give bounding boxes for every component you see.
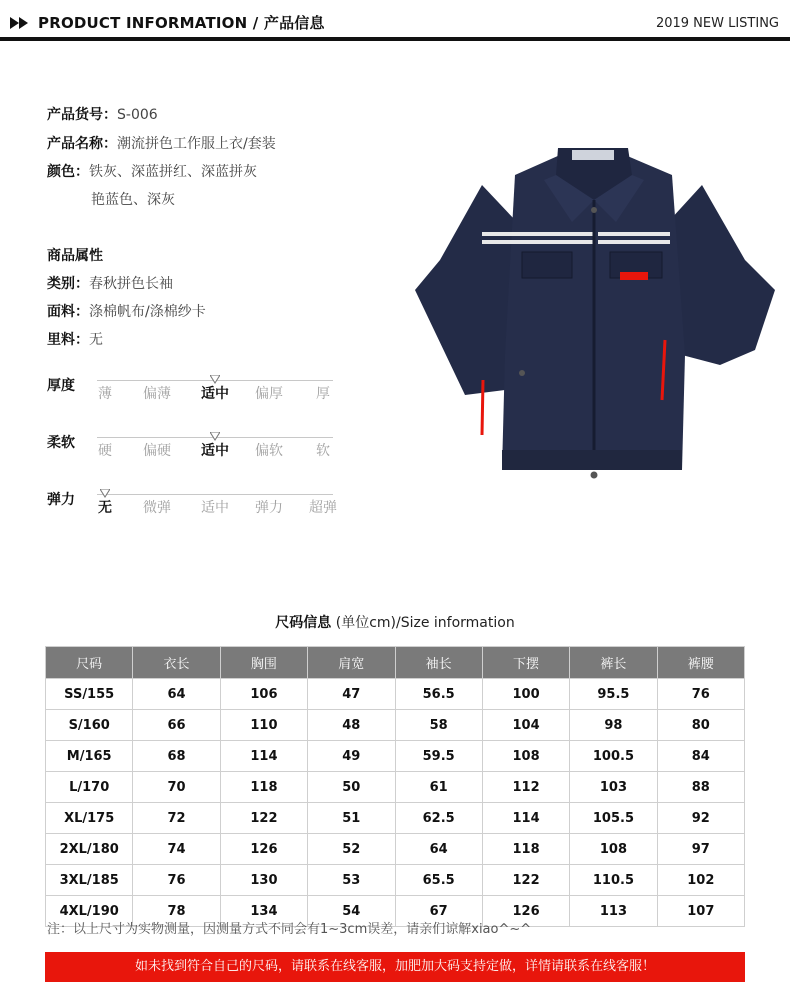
page-header <box>0 0 790 42</box>
page-title: PRODUCT INFORMATION / 产品信息 <box>38 14 325 32</box>
thickness-label: 厚度 <box>47 378 75 394</box>
measurement-note: 注：以上尺寸为实物测量，因测量方式不同会有1~3cm误差，请亲们谅解xiao^~^ <box>47 922 532 937</box>
table-cell: 126 <box>220 834 307 865</box>
table-cell: M/165 <box>46 741 133 772</box>
product-name-value: 潮流拼色工作服上衣/套装 <box>117 136 276 152</box>
fabric-label: 面料： <box>47 304 89 320</box>
size-info-title <box>0 612 790 632</box>
table-cell: 3XL/185 <box>46 865 133 896</box>
table-row <box>46 741 745 772</box>
table-cell: 110.5 <box>570 865 657 896</box>
table-cell: 106 <box>220 679 307 710</box>
elasticity-option: 无 <box>98 500 112 516</box>
table-cell: 67 <box>395 896 482 927</box>
product-code-value: S-006 <box>117 107 158 123</box>
table-row <box>46 834 745 865</box>
softness-option: 适中 <box>201 443 229 459</box>
table-cell: 2XL/180 <box>46 834 133 865</box>
table-cell: 100.5 <box>570 741 657 772</box>
category-label: 类别： <box>47 276 89 292</box>
size-table-header-cell: 胸围 <box>220 647 307 679</box>
size-info-title-bold: 尺码信息 <box>275 615 332 631</box>
table-cell: 118 <box>220 772 307 803</box>
table-cell: 126 <box>482 896 569 927</box>
table-cell: 61 <box>395 772 482 803</box>
softness-option: 偏硬 <box>143 443 171 459</box>
product-colors-line2: 艳蓝色、深灰 <box>91 192 175 208</box>
thickness-option: 偏薄 <box>143 386 171 402</box>
table-cell: 62.5 <box>395 803 482 834</box>
selection-marker-icon <box>210 426 220 445</box>
table-cell: SS/155 <box>46 679 133 710</box>
table-cell: L/170 <box>46 772 133 803</box>
table-cell: 65.5 <box>395 865 482 896</box>
elasticity-label: 弹力 <box>47 492 75 508</box>
size-table <box>45 646 745 927</box>
size-table-body <box>46 679 745 927</box>
table-cell: 95.5 <box>570 679 657 710</box>
elasticity-option: 超弹 <box>309 500 337 516</box>
table-cell: 76 <box>133 865 220 896</box>
table-cell: 122 <box>482 865 569 896</box>
thickness-scale <box>97 369 333 402</box>
selection-marker-icon <box>100 483 110 502</box>
table-cell: 78 <box>133 896 220 927</box>
table-cell: 104 <box>482 710 569 741</box>
table-cell: 68 <box>133 741 220 772</box>
product-name-row <box>47 133 276 153</box>
table-cell: 76 <box>657 679 744 710</box>
table-cell: 130 <box>220 865 307 896</box>
elasticity-option: 适中 <box>201 500 229 516</box>
size-table-header-cell: 袖长 <box>395 647 482 679</box>
table-cell: 4XL/190 <box>46 896 133 927</box>
elasticity-option: 微弹 <box>143 500 171 516</box>
table-cell: 70 <box>133 772 220 803</box>
table-cell: 107 <box>657 896 744 927</box>
table-cell: 114 <box>220 741 307 772</box>
product-colors-line1: 铁灰、深蓝拼红、深蓝拼灰 <box>89 164 257 180</box>
table-cell: 59.5 <box>395 741 482 772</box>
thickness-option: 适中 <box>201 386 229 402</box>
table-cell: 48 <box>308 710 395 741</box>
table-cell: 58 <box>395 710 482 741</box>
elasticity-scale-line <box>97 494 333 495</box>
product-name-label: 产品名称： <box>47 136 117 152</box>
lining-value: 无 <box>89 332 103 348</box>
size-table-header-cell: 肩宽 <box>308 647 395 679</box>
table-cell: XL/175 <box>46 803 133 834</box>
softness-option: 软 <box>316 443 330 459</box>
table-cell: 105.5 <box>570 803 657 834</box>
size-table-header-cell: 下摆 <box>482 647 569 679</box>
table-cell: 114 <box>482 803 569 834</box>
table-cell: 98 <box>570 710 657 741</box>
product-code-row <box>47 104 158 124</box>
table-cell: 53 <box>308 865 395 896</box>
thickness-option: 偏厚 <box>255 386 283 402</box>
table-cell: 84 <box>657 741 744 772</box>
size-table-header-row <box>46 647 745 679</box>
category-row <box>47 273 173 293</box>
table-cell: 64 <box>395 834 482 865</box>
elasticity-option: 弹力 <box>255 500 283 516</box>
table-cell: 97 <box>657 834 744 865</box>
table-cell: 113 <box>570 896 657 927</box>
table-cell: 66 <box>133 710 220 741</box>
softness-scale <box>97 426 333 459</box>
table-cell: 51 <box>308 803 395 834</box>
table-cell: 103 <box>570 772 657 803</box>
table-row <box>46 679 745 710</box>
product-color-label: 颜色： <box>47 164 89 180</box>
lining-row <box>47 329 103 349</box>
table-cell: 80 <box>657 710 744 741</box>
table-cell: 110 <box>220 710 307 741</box>
product-code-label: 产品货号： <box>47 107 117 123</box>
size-table-header-cell: 裤腰 <box>657 647 744 679</box>
size-info-title-rest: (单位cm)/Size information <box>331 615 515 631</box>
attributes-heading: 商品属性 <box>47 248 103 264</box>
attributes-heading-row <box>47 245 103 265</box>
table-cell: 74 <box>133 834 220 865</box>
product-image-jacket <box>410 140 780 489</box>
table-cell: S/160 <box>46 710 133 741</box>
size-table-header-cell: 裤长 <box>570 647 657 679</box>
softness-label: 柔软 <box>47 435 75 451</box>
table-cell: 50 <box>308 772 395 803</box>
category-value: 春秋拼色长袖 <box>89 276 173 292</box>
table-cell: 47 <box>308 679 395 710</box>
custom-size-banner: 如未找到符合自己的尺码，请联系在线客服，加肥加大码支持定做，详情请联系在线客服！ <box>45 952 745 982</box>
table-row <box>46 710 745 741</box>
table-cell: 88 <box>657 772 744 803</box>
product-color-row-2 <box>91 189 175 209</box>
thickness-option: 厚 <box>316 386 330 402</box>
header-divider <box>0 37 790 41</box>
elasticity-scale <box>97 483 337 516</box>
softness-option: 偏软 <box>255 443 283 459</box>
table-cell: 122 <box>220 803 307 834</box>
table-row <box>46 772 745 803</box>
table-cell: 134 <box>220 896 307 927</box>
table-row <box>46 865 745 896</box>
table-cell: 108 <box>482 741 569 772</box>
fabric-row <box>47 301 206 321</box>
table-cell: 92 <box>657 803 744 834</box>
softness-option: 硬 <box>98 443 112 459</box>
table-cell: 100 <box>482 679 569 710</box>
table-cell: 52 <box>308 834 395 865</box>
table-cell: 108 <box>570 834 657 865</box>
table-cell: 49 <box>308 741 395 772</box>
table-cell: 54 <box>308 896 395 927</box>
table-cell: 56.5 <box>395 679 482 710</box>
size-table-header-cell: 衣长 <box>133 647 220 679</box>
fabric-value: 涤棉帆布/涤棉纱卡 <box>89 304 206 320</box>
table-cell: 64 <box>133 679 220 710</box>
lining-label: 里料： <box>47 332 89 348</box>
table-cell: 72 <box>133 803 220 834</box>
product-color-row <box>47 161 257 181</box>
table-row <box>46 803 745 834</box>
table-cell: 112 <box>482 772 569 803</box>
size-table-header-cell: 尺码 <box>46 647 133 679</box>
selection-marker-icon <box>210 369 220 388</box>
listing-label: 2019 NEW LISTING <box>655 16 779 31</box>
table-cell: 118 <box>482 834 569 865</box>
fast-forward-icon <box>10 14 32 33</box>
thickness-option: 薄 <box>98 386 112 402</box>
table-cell: 102 <box>657 865 744 896</box>
